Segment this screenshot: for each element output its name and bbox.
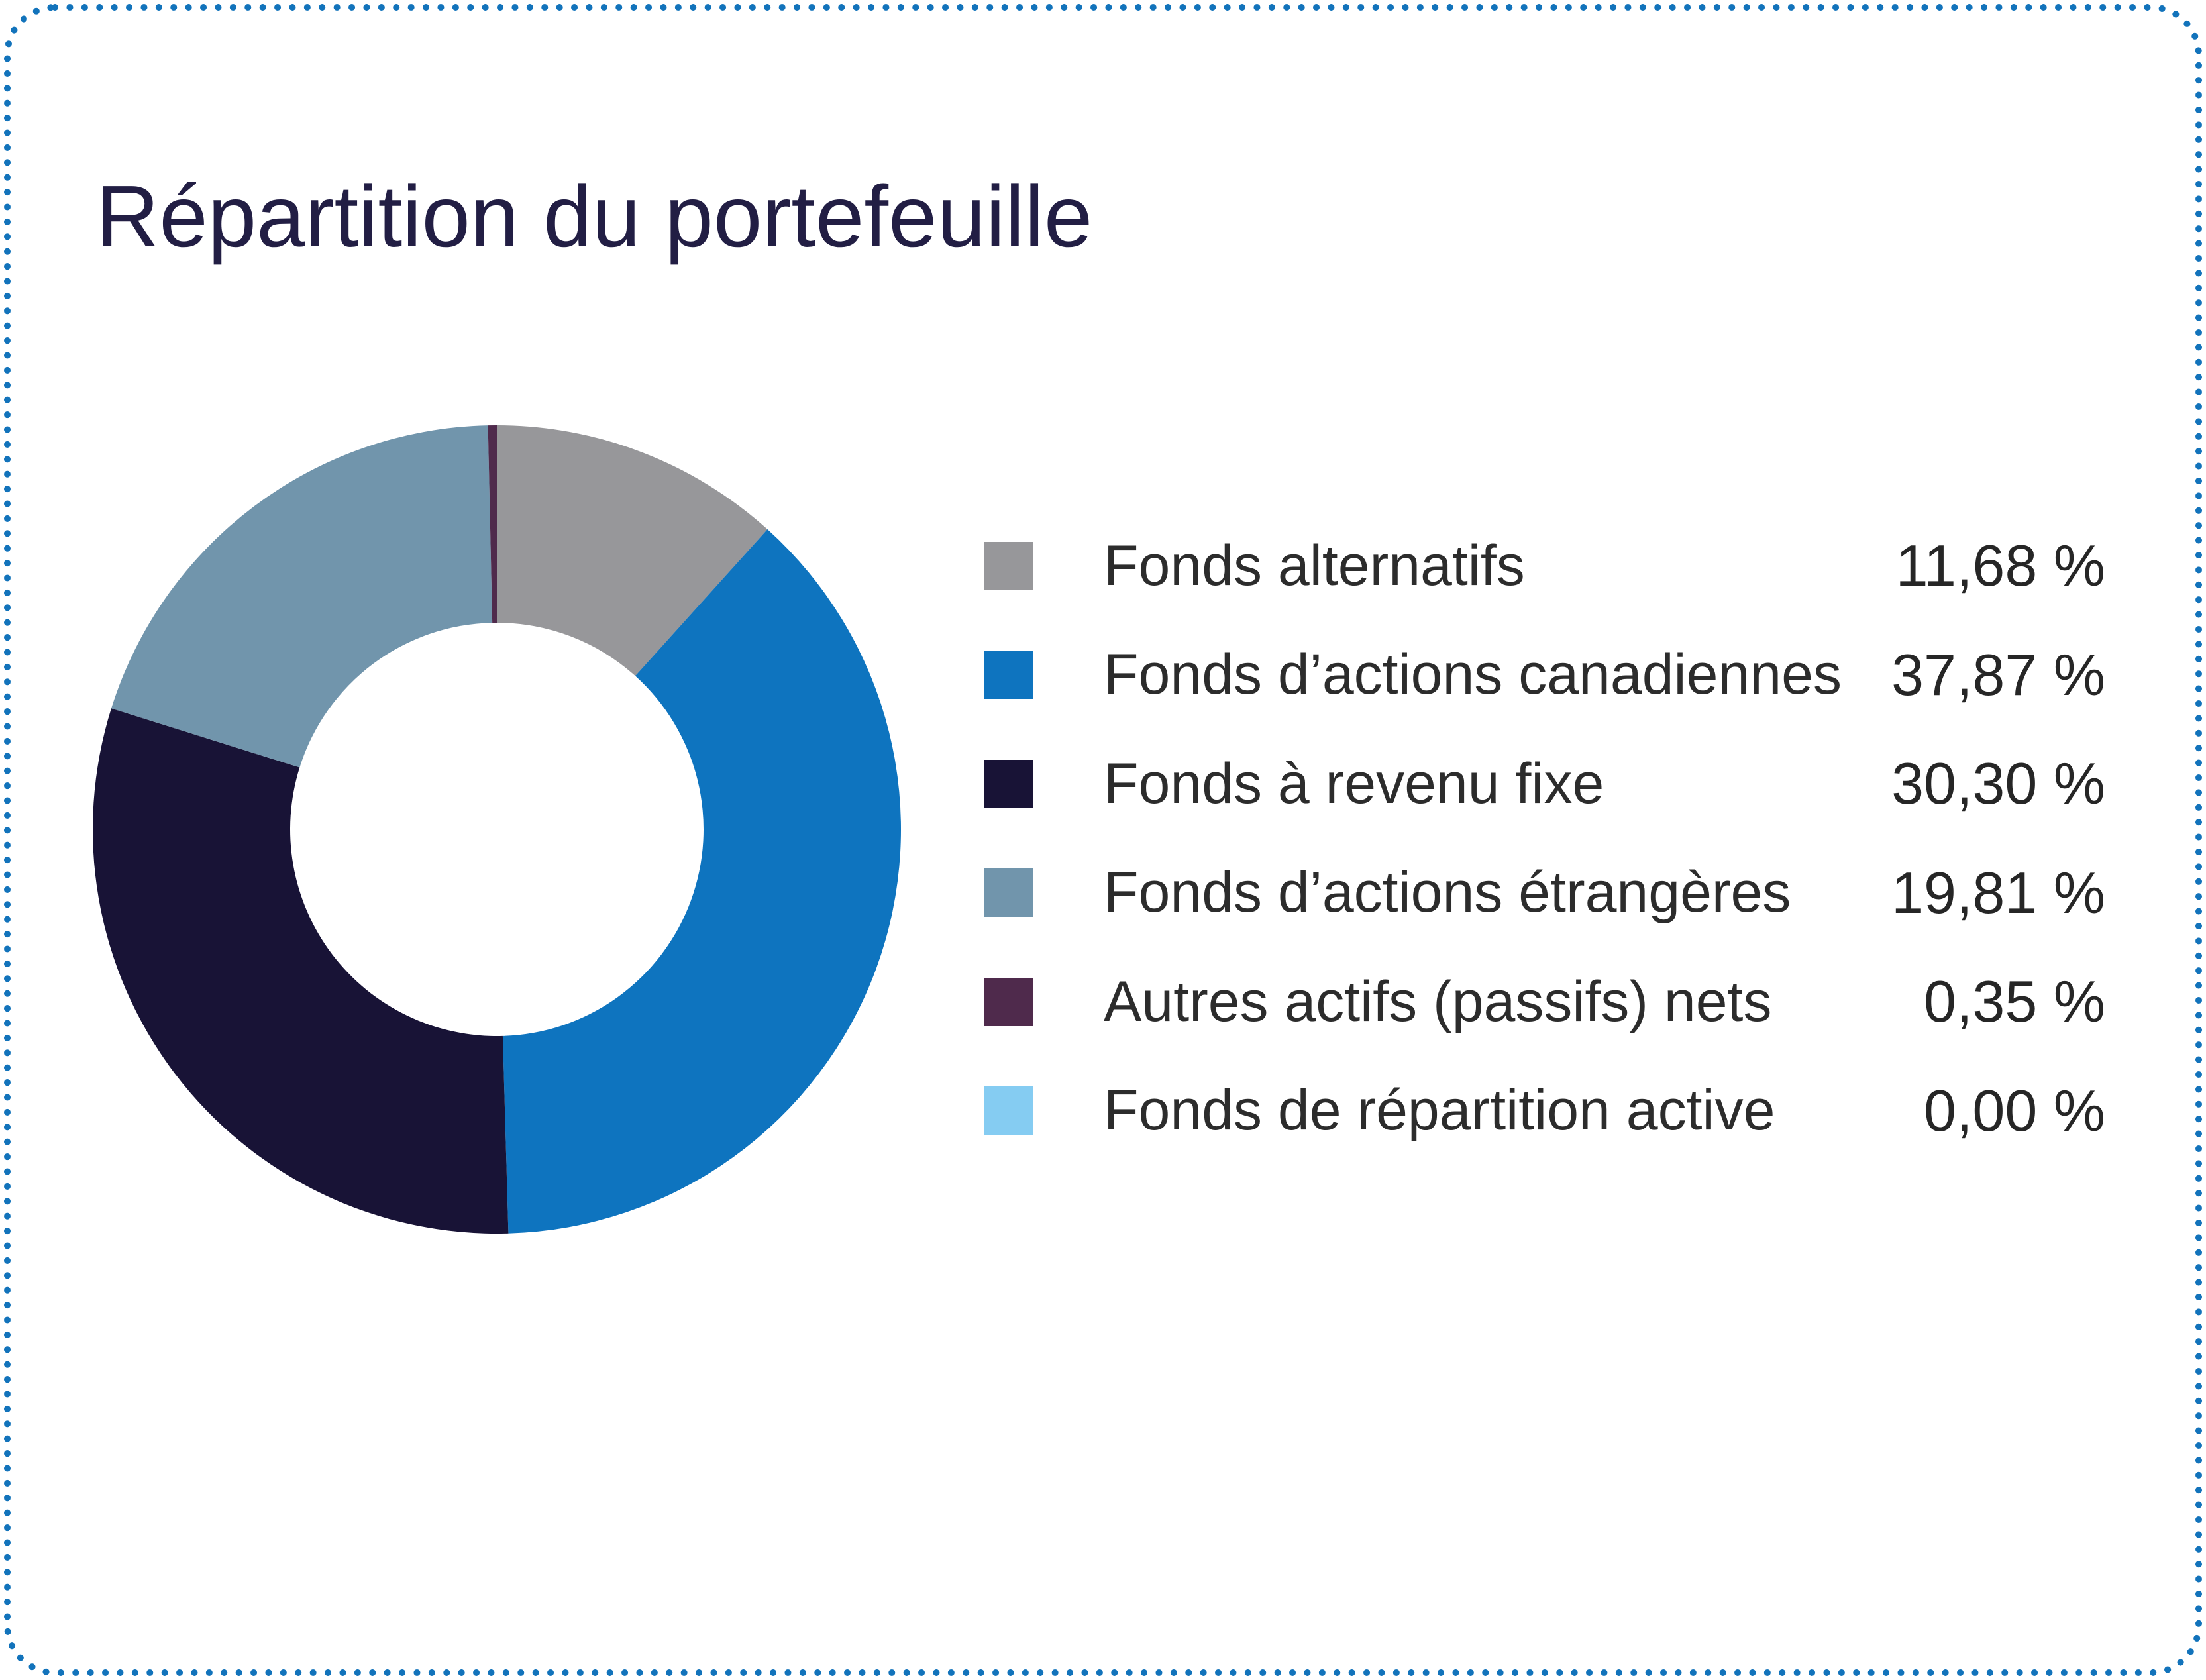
legend-item xyxy=(984,839,2105,948)
donut-segment-2 xyxy=(93,708,508,1234)
donut-chart-container xyxy=(93,425,901,1234)
legend-label: Fonds alternatifs xyxy=(1104,533,1525,598)
legend-swatch xyxy=(984,978,1033,1026)
legend-swatch xyxy=(984,651,1033,699)
legend-swatch xyxy=(984,760,1033,808)
legend-swatch xyxy=(984,868,1033,917)
legend-item xyxy=(984,947,2105,1057)
legend-value: 0,00 % xyxy=(1924,1077,2105,1143)
legend-swatch xyxy=(984,542,1033,590)
legend-value: 0,35 % xyxy=(1924,969,2105,1035)
legend-label: Fonds d’actions canadiennes xyxy=(1104,643,1842,707)
legend-value: 19,81 % xyxy=(1891,859,2105,925)
legend-item xyxy=(984,511,2105,621)
legend-value: 37,87 % xyxy=(1891,641,2105,708)
legend-label: Fonds de répartition active xyxy=(1104,1078,1775,1143)
legend-item xyxy=(984,729,2105,839)
legend-label: Fonds à revenu fixe xyxy=(1104,751,1604,815)
page-title: Répartition du portefeuille xyxy=(96,168,1093,265)
legend-label: Autres actifs (passifs) nets xyxy=(1104,969,1772,1033)
donut-segment-1 xyxy=(503,529,901,1234)
legend-swatch xyxy=(984,1086,1033,1135)
chart-legend xyxy=(984,511,2105,1165)
legend-item xyxy=(984,621,2105,730)
legend-label: Fonds d’actions étrangères xyxy=(1104,861,1791,925)
donut-segment-3 xyxy=(111,425,492,767)
legend-value: 30,30 % xyxy=(1891,751,2105,817)
legend-item xyxy=(984,1057,2105,1166)
legend-value: 11,68 % xyxy=(1895,533,2105,599)
donut-chart xyxy=(93,425,901,1234)
